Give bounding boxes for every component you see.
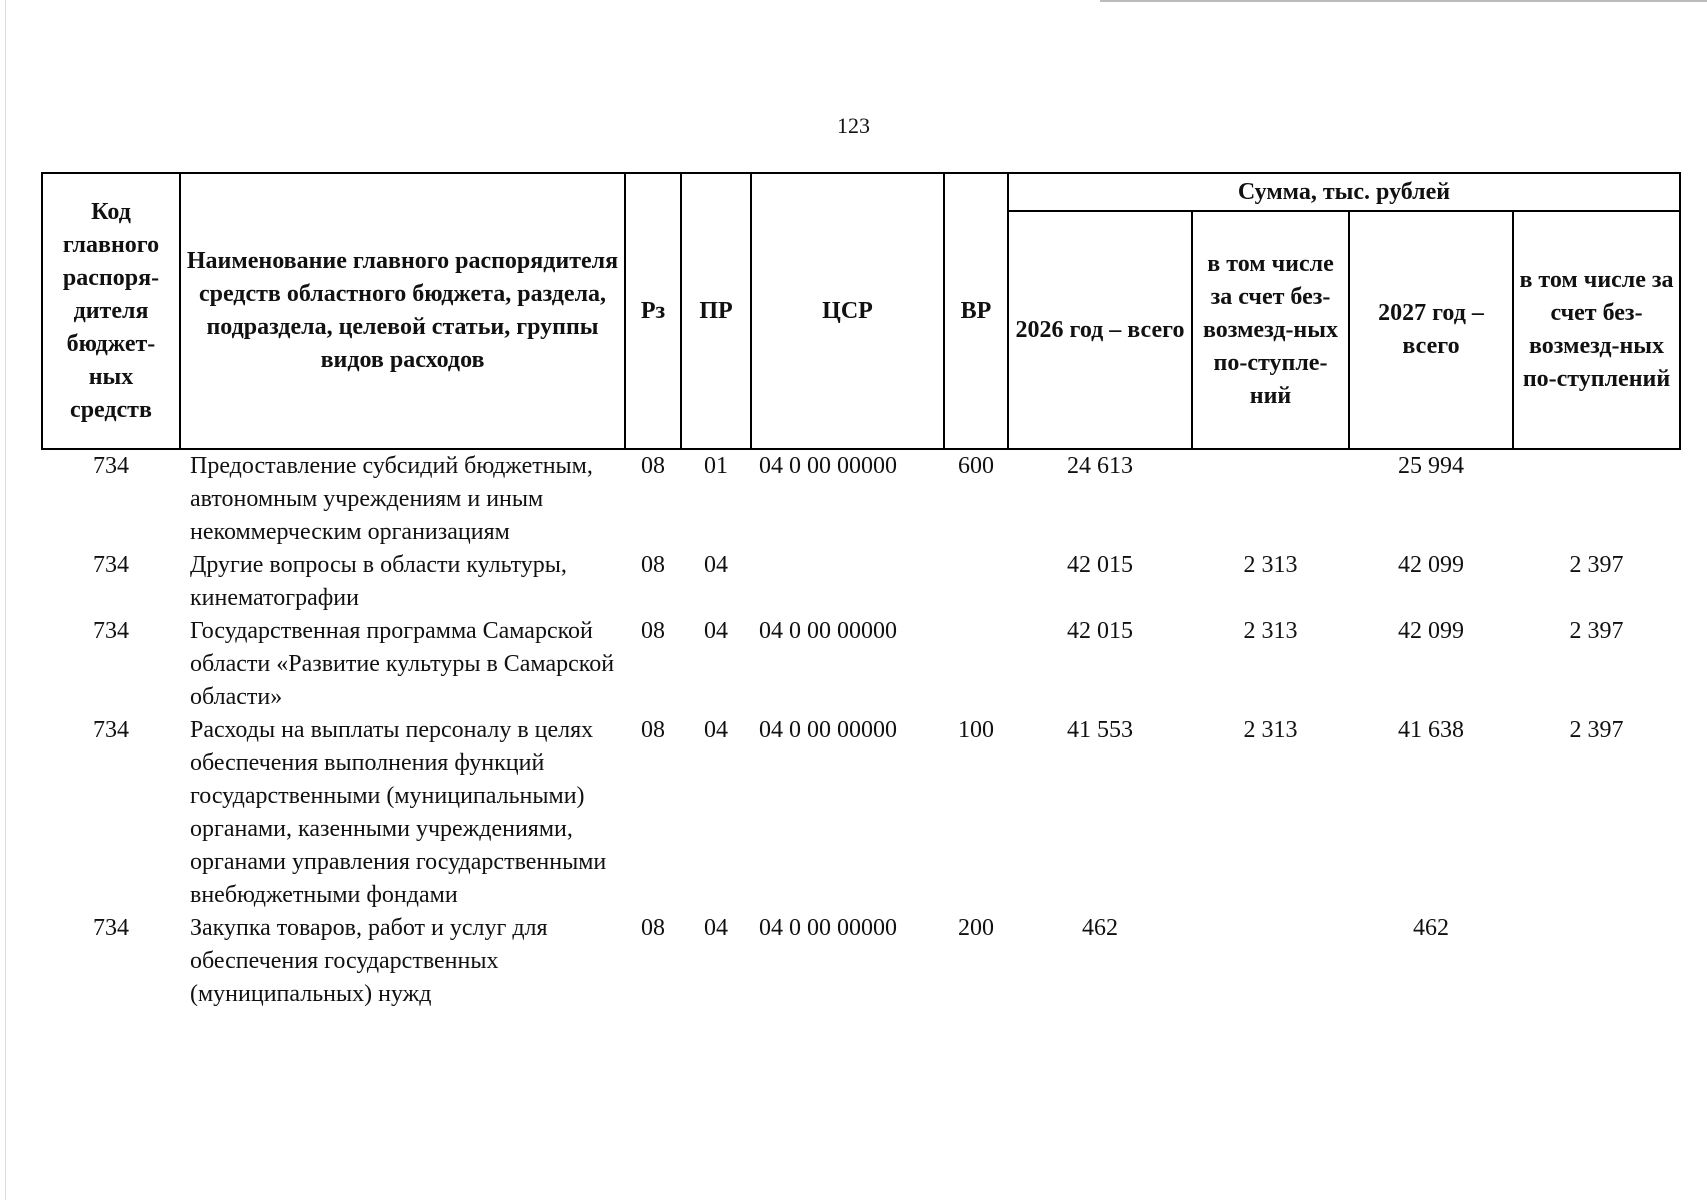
cell-incl-2026: 2 313 (1243, 717, 1298, 743)
table-row (42, 615, 1680, 714)
cell-vr (944, 615, 1008, 714)
table-row (42, 549, 1680, 615)
cell-name: Закупка товаров, работ и услуг для обеспечения государственных (муниципальных) нужд (190, 915, 548, 1007)
cell-rz: 08 (641, 618, 665, 644)
cell-pr: 04 (704, 915, 728, 941)
cell-csr (751, 549, 944, 615)
cell-rz: 08 (641, 453, 665, 479)
cell-csr: 04 0 00 00000 (759, 717, 897, 743)
cell-rz: 08 (641, 552, 665, 578)
cell-rz: 08 (641, 717, 665, 743)
cell-incl-2026: 2 313 (1243, 552, 1298, 578)
cell-vr: 100 (958, 717, 994, 743)
cell-pr: 04 (704, 717, 728, 743)
header-total-2026: 2026 год – всего (1008, 211, 1192, 449)
cell-total-2026: 42 015 (1067, 618, 1133, 644)
cell-name: Государственная программа Самарской области «Развитие культуры в Самарской области» (190, 618, 615, 710)
header-incl-2027: в том числе за счет без-возмезд-ных по-ступлений (1513, 211, 1680, 449)
cell-total-2027: 42 099 (1398, 618, 1464, 644)
cell-csr: 04 0 00 00000 (759, 453, 897, 479)
cell-vr: 200 (958, 915, 994, 941)
cell-code: 734 (93, 552, 129, 578)
header-rz: Рз (625, 173, 681, 449)
cell-total-2026: 462 (1082, 915, 1118, 941)
table-row (42, 449, 1680, 549)
cell-name: Другие вопросы в области культуры, кинематографии (190, 552, 567, 611)
cell-csr: 04 0 00 00000 (759, 618, 897, 644)
header-sum: Сумма, тыс. рублей (1008, 173, 1680, 211)
cell-total-2027: 42 099 (1398, 552, 1464, 578)
cell-code: 734 (93, 717, 129, 743)
header-csr: ЦСР (751, 173, 944, 449)
table-row (42, 714, 1680, 912)
cell-pr: 04 (704, 618, 728, 644)
table-row (42, 912, 1680, 1011)
cell-total-2026: 41 553 (1067, 717, 1133, 743)
cell-total-2026: 42 015 (1067, 552, 1133, 578)
budget-table (41, 172, 1681, 1011)
cell-vr: 600 (958, 453, 994, 479)
cell-incl-2027: 2 397 (1569, 618, 1624, 644)
cell-incl-2026 (1192, 449, 1349, 549)
header-code: Код главного распоря-дителя бюджет-ных средств (42, 173, 180, 449)
cell-code: 734 (93, 453, 129, 479)
cell-code: 734 (93, 915, 129, 941)
cell-total-2027: 462 (1413, 915, 1449, 941)
header-row-top (42, 173, 1680, 211)
cell-name: Расходы на выплаты персоналу в целях обеспечения выполнения функций государственными (муниципальными) органами, казенными учреждениями, органами управления государственными внебюджетными фондами (190, 717, 607, 908)
header-name: Наименование главного распорядителя средств областного бюджета, раздела, подраздела, целевой статьи, группы видов расходов (180, 173, 625, 449)
cell-total-2027: 41 638 (1398, 717, 1464, 743)
cell-code: 734 (93, 618, 129, 644)
cell-csr: 04 0 00 00000 (759, 915, 897, 941)
cell-total-2026: 24 613 (1067, 453, 1133, 479)
cell-name: Предоставление субсидий бюджетным, автономным учреждениям и иным некоммерческим организациям (190, 453, 593, 545)
cell-rz: 08 (641, 915, 665, 941)
cell-incl-2027 (1513, 449, 1680, 549)
page-edge-top (1100, 0, 1707, 2)
page-number: 123 (837, 113, 870, 138)
cell-vr (944, 549, 1008, 615)
cell-incl-2026 (1192, 912, 1349, 1011)
cell-incl-2026: 2 313 (1243, 618, 1298, 644)
cell-incl-2027 (1513, 912, 1680, 1011)
page-edge-left (5, 0, 6, 1200)
header-vr: ВР (944, 173, 1008, 449)
header-incl-2026: в том числе за счет без-возмезд-ных по-ступле-ний (1192, 211, 1349, 449)
cell-pr: 01 (704, 453, 728, 479)
cell-incl-2027: 2 397 (1569, 717, 1624, 743)
header-pr: ПР (681, 173, 751, 449)
header-total-2027: 2027 год – всего (1349, 211, 1513, 449)
cell-incl-2027: 2 397 (1569, 552, 1624, 578)
cell-pr: 04 (704, 552, 728, 578)
cell-total-2027: 25 994 (1398, 453, 1464, 479)
